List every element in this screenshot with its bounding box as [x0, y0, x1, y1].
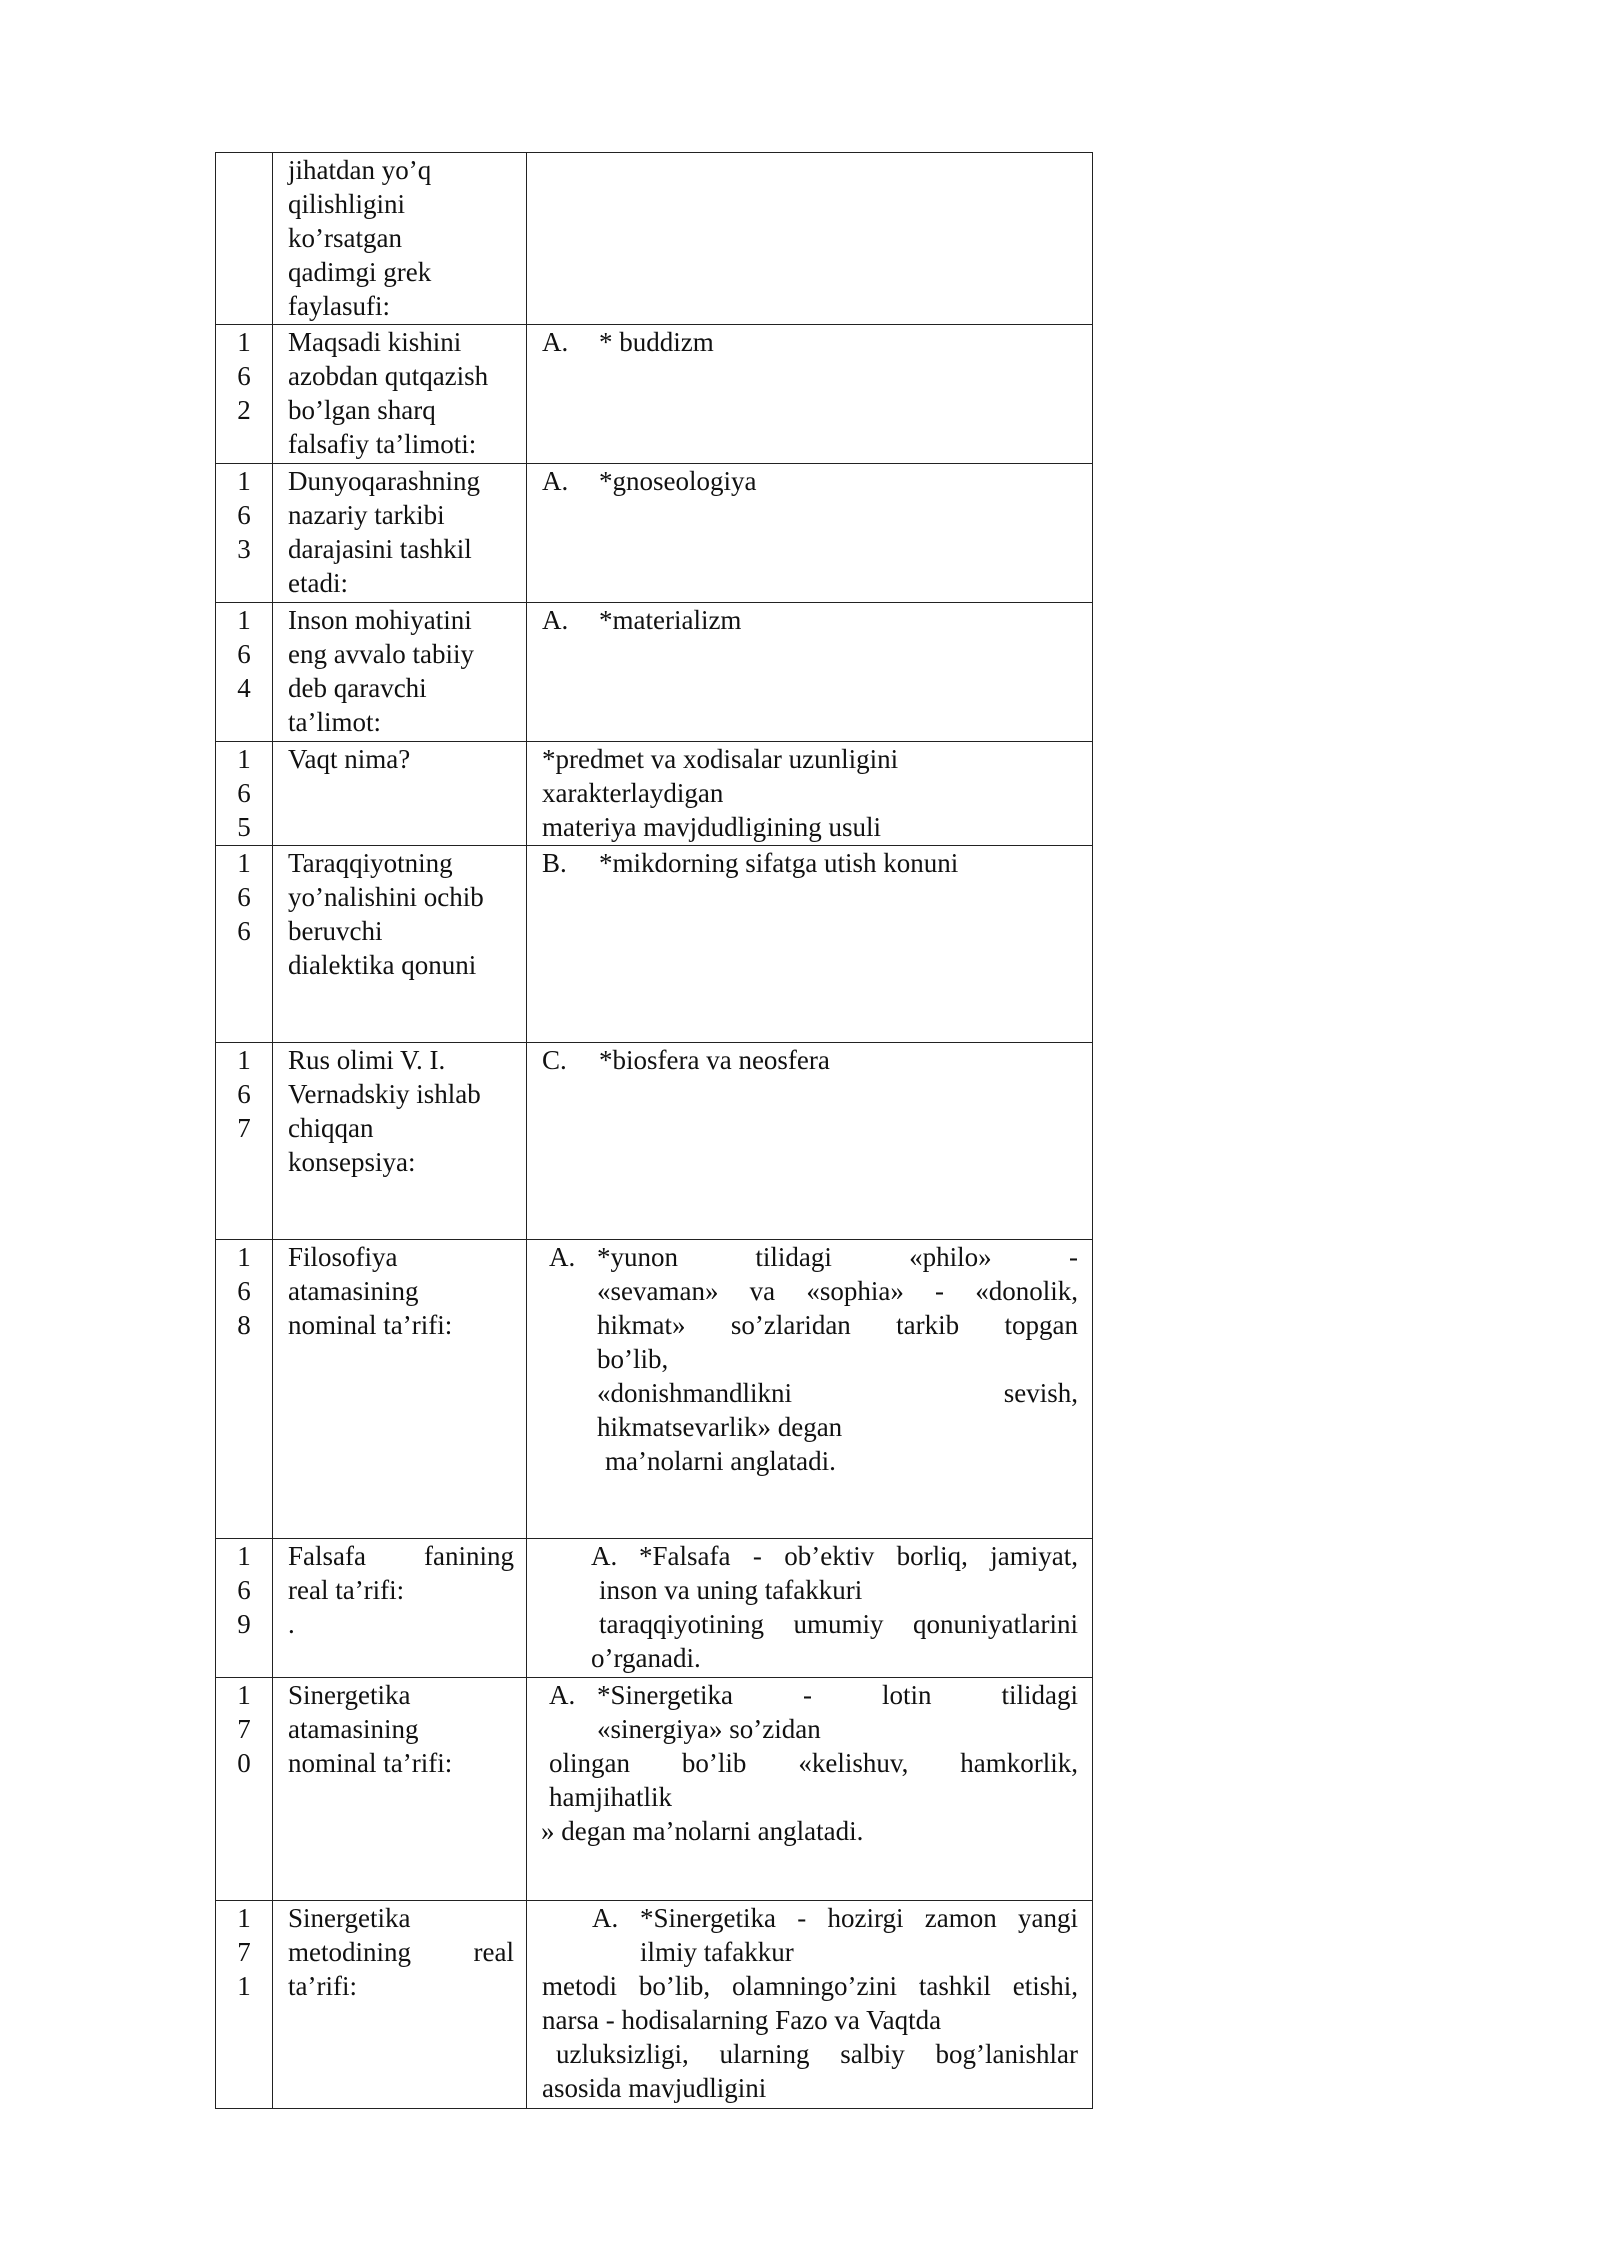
question-line: Falsafa fanining: [288, 1541, 514, 1571]
row-number-cell: [216, 742, 273, 846]
answer-cell: [527, 325, 1093, 464]
table-row: [216, 742, 1093, 846]
question-text: Taraqqiyotning yo’nalishini ochib beruvchi dialektika qonuni: [288, 848, 484, 980]
row-number-digit: 6: [237, 1079, 251, 1109]
answer-line: «sinergiya» so’zidan: [597, 1714, 821, 1744]
question-cell: [273, 1240, 527, 1539]
answer-line: hikmat» so’zlaridan tarkib topgan: [597, 1310, 1078, 1340]
row-number-digit: 9: [237, 1609, 251, 1639]
answer-line: *predmet va xodisalar uzunligini: [542, 744, 899, 774]
question-line: ta’rifi:: [288, 1971, 357, 2001]
row-number-digit: 1: [237, 1045, 251, 1075]
table-row: [216, 1240, 1093, 1539]
answer-option-label: A.: [542, 327, 569, 357]
question-cell: [273, 603, 527, 742]
answer-line: *yunon tilidagi «philo» -: [597, 1242, 1078, 1272]
answer-text: *mikdorning sifatga utish konuni: [599, 848, 959, 878]
answer-cell: [527, 464, 1093, 603]
question-cell: [273, 1043, 527, 1240]
question-cell: [273, 464, 527, 603]
row-number-digit: 3: [237, 534, 251, 564]
row-number-cell: [216, 1043, 273, 1240]
row-number-digit: 1: [237, 848, 251, 878]
question-line: .: [288, 1609, 295, 1639]
answer-cell: [527, 1539, 1093, 1678]
row-number-digit: 1: [237, 1680, 251, 1710]
row-number-digit: 5: [237, 812, 251, 842]
answer-line: inson va uning tafakkuri: [599, 1575, 863, 1605]
row-number-cell: [216, 603, 273, 742]
answer-cell: [527, 1678, 1093, 1901]
row-number-cell: [216, 1240, 273, 1539]
row-number-cell: [216, 153, 273, 325]
row-number-digit: 7: [237, 1937, 251, 1967]
answer-cell: [527, 742, 1093, 846]
question-text: Vaqt nima?: [288, 744, 411, 774]
question-cell: [273, 1901, 527, 2109]
row-number-digit: 6: [237, 500, 251, 530]
question-cell: [273, 1678, 527, 1901]
question-text: jihatdan yo’q qilishligini ko’rsatgan qadimgi grek faylasufi:: [288, 155, 432, 321]
row-number-cell: [216, 846, 273, 1043]
answer-option-label: A.: [549, 1242, 576, 1272]
table-row: [216, 1678, 1093, 1901]
row-number-cell: [216, 1539, 273, 1678]
question-text: Sinergetika atamasining nominal ta’rifi:: [288, 1680, 453, 1778]
answer-line: xarakterlaydigan: [542, 778, 724, 808]
table-row: [216, 464, 1093, 603]
answer-line: o’rganadi.: [591, 1643, 701, 1673]
answer-option-label: A.: [542, 605, 569, 635]
answer-line: «sevaman» va «sophia» - «donolik,: [597, 1276, 1078, 1306]
row-number-digit: 8: [237, 1310, 251, 1340]
answer-cell: [527, 1043, 1093, 1240]
row-number-cell: [216, 464, 273, 603]
question-line: real ta’rifi:: [288, 1575, 405, 1605]
answer-line: metodi bo’lib, olamningo’zini tashkil etishi,: [542, 1971, 1078, 2001]
answer-line: uzluksizligi, ularning salbiy bog’lanishlar: [556, 2039, 1078, 2069]
answer-text: *materializm: [599, 605, 742, 635]
question-cell: [273, 325, 527, 464]
row-number-cell: [216, 325, 273, 464]
answer-line: » degan ma’nolarni anglatadi.: [541, 1816, 864, 1846]
answer-line: bo’lib,: [597, 1344, 669, 1374]
question-text: Inson mohiyatini eng avvalo tabiiy deb qaravchi ta’limot:: [288, 605, 474, 737]
row-number-cell: [216, 1901, 273, 2109]
answer-line: asosida mavjudligini: [542, 2073, 767, 2103]
question-text: Maqsadi kishini azobdan qutqazish bo’lgan sharq falsafiy ta’limoti:: [288, 327, 489, 459]
question-cell: [273, 153, 527, 325]
row-number-digit: 7: [237, 1113, 251, 1143]
table-row: [216, 1539, 1093, 1678]
row-number-cell: [216, 1678, 273, 1901]
row-number-digit: 2: [237, 395, 251, 425]
question-line: metodining real: [288, 1937, 514, 1967]
row-number-digit: 7: [237, 1714, 251, 1744]
question-cell: [273, 742, 527, 846]
row-number-digit: 1: [237, 1242, 251, 1272]
table-row: [216, 603, 1093, 742]
question-line: Sinergetika: [288, 1903, 411, 1933]
answer-cell: [527, 153, 1093, 325]
answer-line: ilmiy tafakkur: [640, 1937, 794, 1967]
answer-line: materiya mavjdudligining usuli: [542, 812, 881, 842]
table-row: [216, 846, 1093, 1043]
row-number-digit: 4: [237, 673, 251, 703]
question-answer-table: [215, 152, 1093, 2109]
answer-cell: [527, 1240, 1093, 1539]
row-number-digit: 6: [237, 882, 251, 912]
answer-text: *gnoseologiya: [599, 466, 757, 496]
answer-line: narsa - hodisalarning Fazo va Vaqtda: [542, 2005, 942, 2035]
row-number-digit: 1: [237, 1971, 251, 2001]
answer-cell: [527, 603, 1093, 742]
answer-line: «donishmandlikni sevish,: [597, 1378, 1078, 1408]
row-number-digit: 0: [237, 1748, 251, 1778]
question-text: Rus olimi V. I. Vernadskiy ishlab chiqqan konsepsiya:: [288, 1045, 481, 1177]
row-number-digit: 6: [237, 778, 251, 808]
question-cell: [273, 1539, 527, 1678]
row-number-digit: 1: [237, 744, 251, 774]
answer-cell: [527, 846, 1093, 1043]
row-number-digit: 1: [237, 327, 251, 357]
question-text: Dunyoqarashning nazariy tarkibi darajasini tashkil etadi:: [288, 466, 480, 598]
answer-option-label: B.: [542, 848, 567, 878]
row-number-digit: 1: [237, 1903, 251, 1933]
table-row: [216, 1043, 1093, 1240]
answer-line: hamjihatlik: [549, 1782, 672, 1812]
answer-line: *Falsafa - ob’ektiv borliq, jamiyat,: [639, 1541, 1078, 1571]
answer-option-label: C.: [542, 1045, 567, 1075]
answer-text: * buddizm: [599, 327, 714, 357]
answer-option-label: A.: [592, 1903, 619, 1933]
row-number-digit: 1: [237, 466, 251, 496]
row-number-digit: 6: [237, 1276, 251, 1306]
table-row: [216, 325, 1093, 464]
answer-line: *Sinergetika - hozirgi zamon yangi: [640, 1903, 1078, 1933]
answer-line: taraqqiyotining umumiy qonuniyatlarini: [599, 1609, 1078, 1639]
row-number-digit: 6: [237, 916, 251, 946]
table-row: [216, 153, 1093, 325]
answer-option-label: A.: [591, 1541, 618, 1571]
table-row: [216, 1901, 1093, 2109]
question-cell: [273, 846, 527, 1043]
row-number-digit: 6: [237, 639, 251, 669]
answer-text: *biosfera va neosfera: [599, 1045, 830, 1075]
row-number-digit: 1: [237, 605, 251, 635]
row-number-digit: 6: [237, 361, 251, 391]
answer-line: ma’nolarni anglatadi.: [605, 1446, 836, 1476]
answer-option-label: A.: [549, 1680, 576, 1710]
question-text: Filosofiya atamasining nominal ta’rifi:: [288, 1242, 453, 1340]
answer-cell: [527, 1901, 1093, 2109]
answer-line: *Sinergetika - lotin tilidagi: [597, 1680, 1078, 1710]
answer-line: olingan bo’lib «kelishuv, hamkorlik,: [549, 1748, 1078, 1778]
row-number-digit: 1: [237, 1541, 251, 1571]
answer-option-label: A.: [542, 466, 569, 496]
answer-line: hikmatsevarlik» degan: [597, 1412, 843, 1442]
row-number-digit: 6: [237, 1575, 251, 1605]
